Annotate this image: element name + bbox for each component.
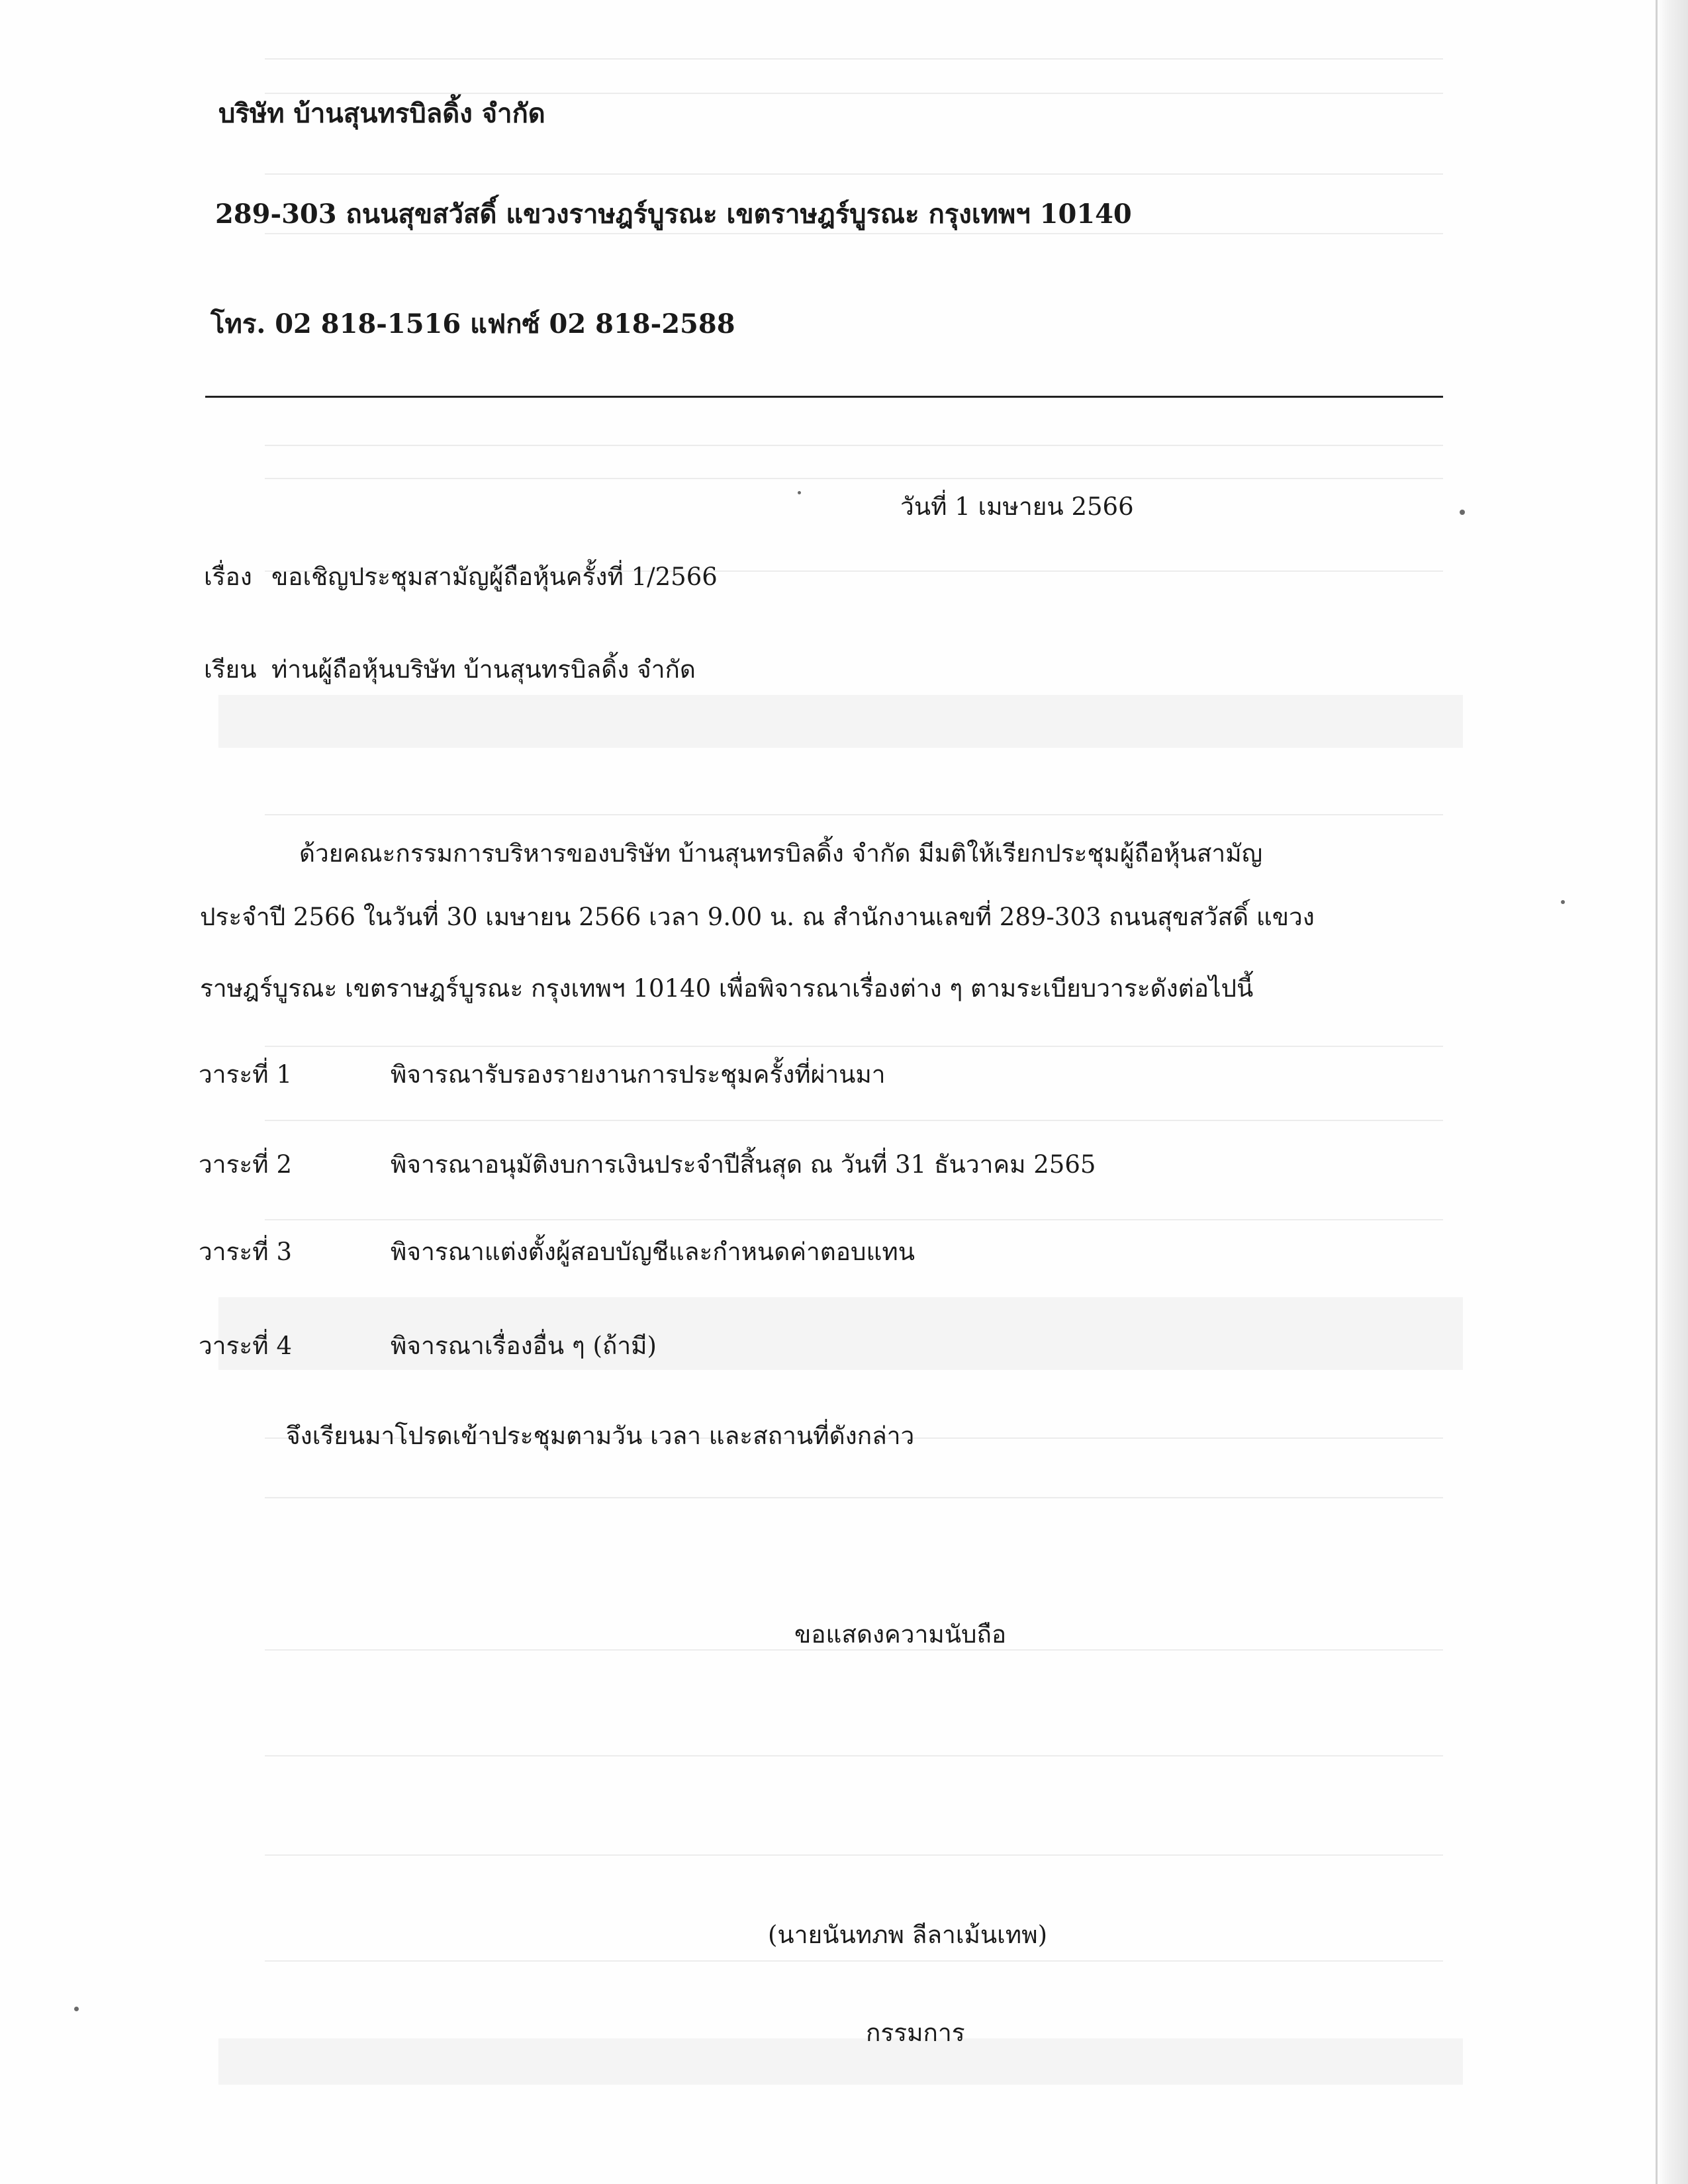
company-address: 289-303 ถนนสุขสวัสดิ์ แขวงราษฎร์บูรณะ เขตราษฎร์บูรณะ กรุงเทพฯ 10140 bbox=[215, 199, 1132, 230]
subject-text: ขอเชิญประชุมสามัญผู้ถือหุ้นครั้งที่ 1/2566 bbox=[271, 563, 718, 591]
bleed-through-line bbox=[265, 1120, 1443, 1121]
bleed-through-line bbox=[265, 1960, 1443, 1962]
bleed-through-line bbox=[265, 1854, 1443, 1856]
regards: ขอแสดงความนับถือ bbox=[794, 1620, 1007, 1649]
agenda-label: วาระที่ 1 bbox=[199, 1060, 292, 1089]
scan-edge-line bbox=[1656, 0, 1658, 2184]
bleed-through-band bbox=[218, 2038, 1463, 2085]
signatory-title: กรรมการ bbox=[866, 2019, 965, 2047]
scan-edge-shadow bbox=[1656, 0, 1688, 2184]
bleed-through-line bbox=[265, 1497, 1443, 1498]
agenda-text: พิจารณาอนุมัติงบการเงินประจำปีสิ้นสุด ณ วันที่ 31 ธันวาคม 2565 bbox=[391, 1150, 1096, 1179]
letter-date: วันที่ 1 เมษายน 2566 bbox=[900, 492, 1134, 521]
agenda-label: วาระที่ 4 bbox=[199, 1332, 292, 1360]
scan-speck bbox=[74, 2007, 79, 2011]
bleed-through-line bbox=[265, 93, 1443, 94]
scan-speck bbox=[1460, 510, 1465, 515]
closing-sentence: จึงเรียนมาโปรดเข้าประชุมตามวัน เวลา และสถานที่ดังกล่าว bbox=[286, 1422, 915, 1450]
bleed-through-line bbox=[265, 478, 1443, 479]
body-line-2: ประจำปี 2566 ในวันที่ 30 เมษายน 2566 เวลา 9.00 น. ณ สำนักงานเลขที่ 289-303 ถนนสุขสวัสดิ์ แขวง bbox=[200, 903, 1315, 931]
bleed-through-line bbox=[265, 445, 1443, 446]
agenda-text: พิจารณาเรื่องอื่น ๆ (ถ้ามี) bbox=[391, 1332, 657, 1360]
body-line-3: ราษฎร์บูรณะ เขตราษฎร์บูรณะ กรุงเทพฯ 10140 เพื่อพิจารณาเรื่องต่าง ๆ ตามระเบียบวาระดังต่อไปนี้ bbox=[200, 974, 1254, 1003]
recipient-text: ท่านผู้ถือหุ้นบริษัท บ้านสุนทรบิลดิ้ง จำกัด bbox=[271, 655, 696, 684]
agenda-label: วาระที่ 3 bbox=[199, 1238, 292, 1266]
body-line-1: ด้วยคณะกรรมการบริหารของบริษัท บ้านสุนทรบิลดิ้ง จำกัด มีมติให้เรียกประชุมผู้ถือหุ้นสามัญ bbox=[299, 839, 1263, 868]
bleed-through-line bbox=[265, 1755, 1443, 1756]
bleed-through-line bbox=[265, 1046, 1443, 1047]
letterhead-divider bbox=[205, 396, 1443, 398]
company-name: บริษัท บ้านสุนทรบิลดิ้ง จำกัด bbox=[218, 98, 545, 129]
signatory-name: (นายนันทภพ ลีลาเม้นเทพ) bbox=[768, 1921, 1048, 1949]
subject-label: เรื่อง bbox=[204, 563, 252, 591]
agenda-label: วาระที่ 2 bbox=[199, 1150, 292, 1179]
bleed-through-band bbox=[218, 695, 1463, 748]
company-contact: โทร. 02 818-1516 แฟกซ์ 02 818-2588 bbox=[211, 308, 735, 340]
agenda-text: พิจารณารับรองรายงานการประชุมครั้งที่ผ่านมา bbox=[391, 1060, 886, 1089]
scan-speck bbox=[1561, 900, 1565, 904]
bleed-through-line bbox=[265, 173, 1443, 175]
bleed-through-line bbox=[265, 233, 1443, 234]
bleed-through-line bbox=[265, 58, 1443, 60]
agenda-text: พิจารณาแต่งตั้งผู้สอบบัญชีและกำหนดค่าตอบแทน bbox=[391, 1238, 915, 1266]
bleed-through-line bbox=[265, 814, 1443, 815]
bleed-through-line bbox=[265, 1219, 1443, 1220]
recipient-label: เรียน bbox=[204, 655, 257, 684]
scan-speck bbox=[798, 491, 801, 494]
